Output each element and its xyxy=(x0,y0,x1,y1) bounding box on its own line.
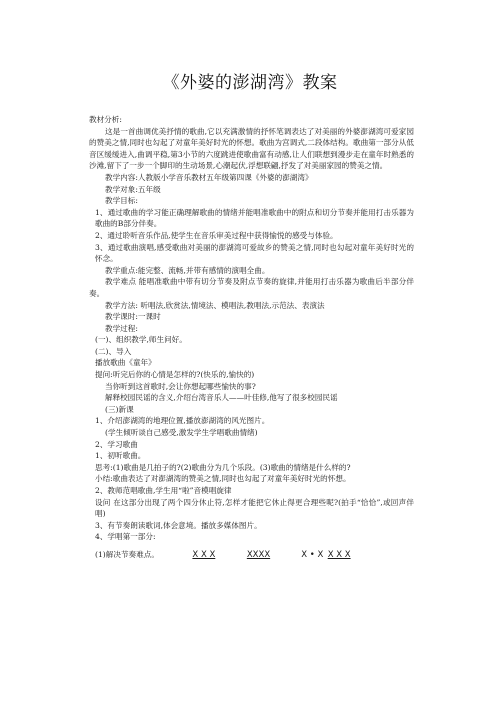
paragraph: 教学过程: xyxy=(105,323,138,333)
paragraph: 当你听到这首歌时,会让你想起哪些愉快的事? xyxy=(105,381,256,391)
paragraph: (一)、组织教学,师生问好。 xyxy=(95,335,187,345)
paragraph: 3、有节奏朗读歌词,体会意境。播放多媒体图片。 xyxy=(95,520,262,530)
paragraph: 教学课时:一课时 xyxy=(105,312,161,322)
paragraph: 设问 在这部分出现了两个四分休止符,怎样才能把它休止得更合理些呢?(拍手“恰恰”,或回声伴唱) xyxy=(95,497,414,519)
paragraph: 1、介绍澎湖湾的地理位置,播放澎湖湾的风光图片。 xyxy=(95,416,270,426)
paragraph: 1、通过歌曲的学习能正确理解歌曲的情绪并能唱准歌曲中的附点和切分节奏并能用打击乐器为歌曲的B部分伴奏。 xyxy=(95,207,414,229)
paragraph: 4、学唱第一部分: xyxy=(95,532,156,542)
rhythm-group: XXXX xyxy=(246,549,271,560)
document-title: 《外婆的澎湖湾》教案 xyxy=(162,73,338,93)
paragraph: 小结:歌曲表达了对澎湖湾的赞美之情,同时也勾起了对童年美好时光的怀想。 xyxy=(95,474,351,484)
rhythm-exercise xyxy=(89,549,414,561)
paragraph: 教学难点 能唱准歌曲中带有切分节奏及附点节奏的旋律,并能用打击乐器为歌曲后半部分伴奏。 xyxy=(89,277,414,298)
paragraph: 1、初听歌曲。 xyxy=(95,451,146,461)
paragraph: 教学目标: xyxy=(105,196,138,206)
paragraph: 这是一首曲调优美抒情的歌曲,它以充满激情的抒怀笔调表达了对美丽的外婆澎湖湾可爱家园的赞美之情,同时也勾起了对童年美好时光的怀想。歌曲为宫调式,二段体结构。歌曲第一部分从低音区缓缓进入,曲调平稳,第3小节的六度跳进使歌曲富有动感,让人们联想到漫步走在童年时熟悉的沙滩,留下了一步一个脚印的生动场景,心潮起伏,浮想联翩,抒发了对美丽家园的赞美之情。 xyxy=(89,126,414,171)
rhythm-label: (1)解决节奏难点。 xyxy=(95,549,159,559)
paragraph: (三)新课 xyxy=(105,404,134,414)
rhythm-group: X X X xyxy=(327,549,351,560)
paragraph: 教学对象:五年级 xyxy=(105,184,161,194)
paragraph: 3、通过歌曲演唱,感受歌曲对美丽的澎湖湾可爱故乡的赞美之情,同时也勾起对童年美好时光的怀念。 xyxy=(95,242,414,264)
paragraph: 播放歌曲《童年》 xyxy=(95,358,156,368)
paragraph: 解释校园民谣的含义,介绍台湾音乐人——叶佳修,他写了很多校园民谣 xyxy=(105,393,338,403)
paragraph: 教学方法: 听唱法,欣赏法,情境法、模唱法,教唱法,示范法、表演法 xyxy=(105,300,325,310)
paragraph: 教材分析: xyxy=(89,115,122,124)
paragraph: 2、教师范唱歌曲,学生用“啦”音模唱旋律 xyxy=(95,486,232,495)
paragraph: 教学内容:人教版小学音乐教材五年级第四课《外婆的澎湖湾》 xyxy=(105,172,313,182)
paragraph: (学生倾听谈自己感受,激发学生学唱歌曲情绪) xyxy=(105,428,258,438)
document-body xyxy=(89,114,414,561)
paragraph: 2、通过聆听音乐作品,使学生在音乐审美过程中获得愉悦的感受与体验。 xyxy=(95,230,338,240)
paragraph: 思考:(1)歌曲是几拍子的?(2)歌曲分为几个乐段。(3)歌曲的情绪是什么样的? xyxy=(95,462,351,472)
rhythm-group: X • X xyxy=(301,549,324,560)
paragraph: 提问:听完后你的心情是怎样的?(快乐的,愉快的) xyxy=(95,370,255,380)
paragraph: 2、学习歌曲 xyxy=(95,439,138,449)
rhythm-group: X X X xyxy=(192,549,216,560)
paragraph: (二)、导入 xyxy=(95,346,132,356)
paragraph: 教学重点:能完整、流畅,并带有感情的演唱全曲。 xyxy=(105,265,270,275)
